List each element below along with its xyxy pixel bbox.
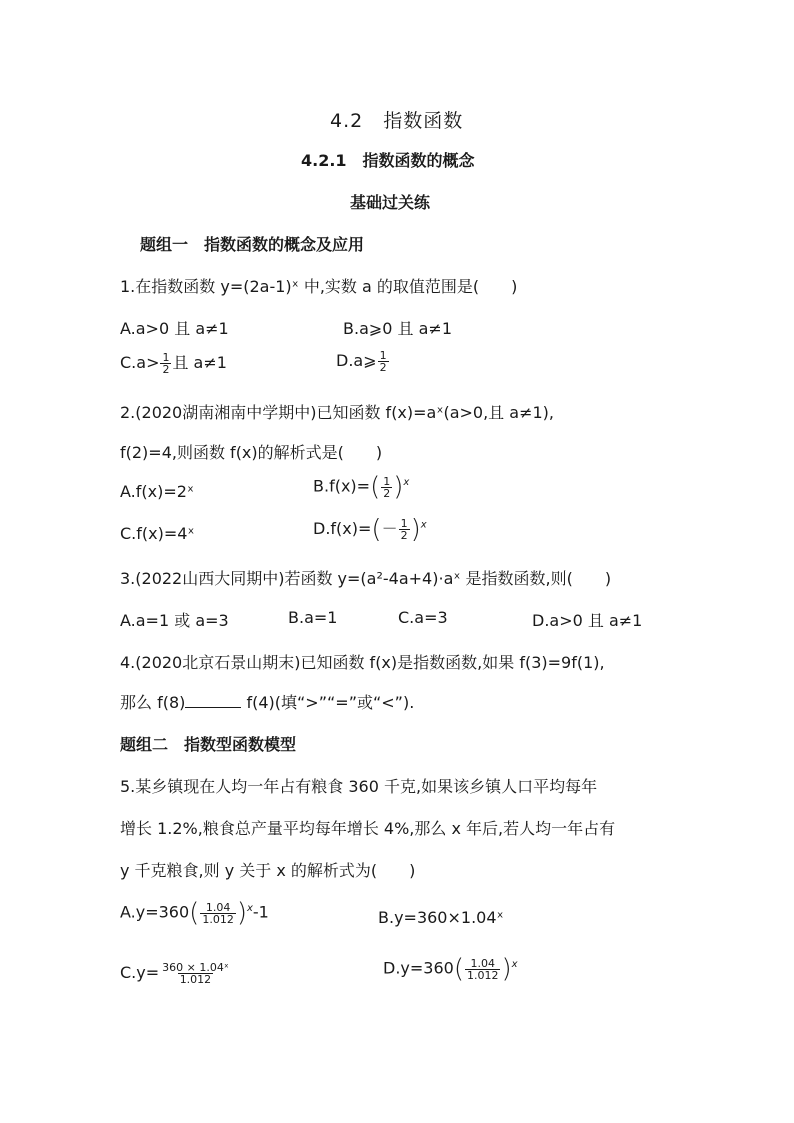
q3-option-d: D.a>0 且 a≠1 [532, 611, 643, 630]
close-paren: ) [236, 898, 247, 928]
fraction-numerator: 1 [400, 517, 408, 530]
q5-option-c [120, 962, 232, 985]
q1-option-c-fraction [160, 352, 171, 375]
answer-blank[interactable] [185, 693, 241, 708]
q5-option-c-prefix: C.y= [120, 963, 160, 982]
q1-option-d-fraction [378, 350, 389, 373]
question-5-stem-line-2: 增长 1.2%,粮食总产量平均每年增长 4%,那么 x 年后,若人均一年占有 [120, 819, 616, 838]
q5-option-b: B.y=360×1.04ˣ [378, 908, 504, 927]
exponent: x [511, 959, 518, 971]
exponent: x [420, 519, 427, 531]
question-3-stem: 3.(2022山西大同期中)若函数 y=(a²-4a+4)·aˣ 是指数函数,则( ) [120, 569, 612, 588]
q5-option-d-prefix: D.y=360 [383, 958, 454, 978]
fraction-denominator: 2 [400, 529, 408, 542]
q1-option-d-prefix: D.a⩾ [336, 351, 377, 370]
fraction-denominator: 1.012 [466, 968, 499, 982]
fraction-denominator: 2 [379, 361, 387, 374]
open-paren: ( [189, 898, 200, 928]
q2-option-d-fraction [399, 518, 410, 541]
q1-option-b: B.a⩾0 且 a≠1 [343, 319, 453, 338]
exponent: x [403, 477, 410, 489]
fraction-denominator: 1.012 [179, 973, 212, 986]
q1-option-c [120, 350, 227, 375]
q5-option-a-prefix: A.y=360 [120, 902, 190, 922]
fraction-numerator: 1 [379, 349, 387, 362]
q2-option-a: A.f(x)=2ˣ [120, 482, 195, 501]
fraction-numerator: 1 [162, 351, 170, 364]
q1-option-c-suffix: 且 a≠1 [172, 353, 227, 372]
q2-option-b-prefix: B.f(x)= [313, 476, 371, 496]
q2-option-b [313, 474, 409, 500]
q3-option-b: B.a=1 [288, 608, 338, 627]
q4-stem-prefix: 那么 f(8) [120, 693, 186, 712]
question-1-stem: 1.在指数函数 y=(2a-1)ˣ 中,实数 a 的取值范围是( ) [120, 277, 518, 296]
open-paren: ( [371, 514, 382, 545]
q2-option-c: C.f(x)=4ˣ [120, 524, 195, 543]
fraction-numerator: 1 [383, 474, 391, 488]
section-heading: 基础过关练 [350, 193, 431, 212]
question-5-stem-line-1: 5.某乡镇现在人均一年占有粮食 360 千克,如果该乡镇人口平均每年 [120, 777, 598, 796]
q1-option-a: A.a>0 且 a≠1 [120, 319, 229, 338]
close-paren: ) [501, 954, 512, 984]
fraction-numerator: 1.04 [205, 900, 231, 914]
q3-option-a: A.a=1 或 a=3 [120, 611, 229, 630]
q3-option-c: C.a=3 [398, 608, 448, 627]
question-4-stem-line-2 [120, 690, 414, 713]
q4-stem-suffix: f(4)(填“>”“=”或“<”). [241, 693, 415, 712]
fraction-denominator: 2 [383, 486, 391, 500]
q1-option-c-prefix: C.a> [120, 353, 160, 372]
q2-option-d [313, 516, 427, 543]
q2-option-d-prefix: D.f(x)= [313, 519, 372, 538]
question-2-stem-line-2: f(2)=4,则函数 f(x)的解析式是( ) [120, 443, 383, 462]
q5-option-a-fraction [200, 902, 236, 925]
question-5-stem-line-3: y 千克粮食,则 y 关于 x 的解析式为( ) [120, 861, 416, 880]
open-paren: ( [453, 954, 464, 984]
q5-option-a-suffix: -1 [252, 902, 269, 922]
fraction-numerator: 360 × 1.04ˣ [162, 961, 229, 974]
fraction-denominator: 1.012 [202, 912, 234, 926]
q5-option-d [383, 956, 518, 982]
group-heading-1: 题组一 指数函数的概念及应用 [140, 235, 365, 254]
close-paren: ) [410, 514, 421, 545]
page-title: 4.2 指数函数 [330, 110, 464, 132]
question-4-stem-line-1: 4.(2020北京石景山期末)已知函数 f(x)是指数函数,如果 f(3)=9f(1), [120, 653, 605, 672]
fraction-numerator: 1.04 [470, 956, 495, 970]
fraction-denominator: 2 [162, 363, 170, 376]
exponent: x [246, 903, 253, 915]
q1-option-d [336, 350, 390, 373]
section-subtitle: 4.2.1 指数函数的概念 [301, 151, 475, 170]
q2-option-b-fraction [381, 476, 392, 499]
q5-option-a [120, 900, 269, 926]
minus-sign: － [381, 519, 398, 538]
q5-option-d-fraction [465, 958, 501, 981]
open-paren: ( [370, 472, 381, 502]
question-2-stem-line-1: 2.(2020湖南湘南中学期中)已知函数 f(x)=aˣ(a>0,且 a≠1), [120, 403, 554, 422]
close-paren: ) [393, 472, 404, 502]
group-heading-2: 题组二 指数型函数模型 [120, 735, 297, 754]
q5-option-c-fraction [160, 962, 231, 985]
